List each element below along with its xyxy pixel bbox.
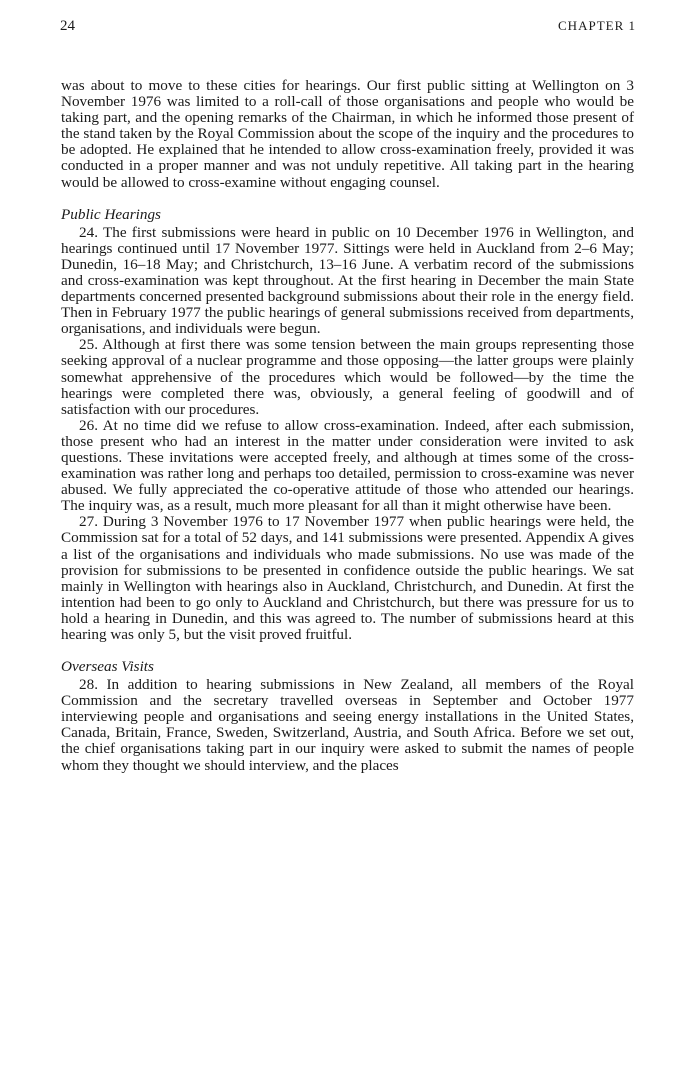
paragraph-24: 24. The first submissions were heard in public on 10 December 1976 in Wellington, and hearings continued until 17 November 1977. Sittings were held in Auckland from 2–6 May; Dunedin, 16–18 May; and Christchurch, 13–16 June. A verbatim record of the submissions and cross-examination was kept throughout. At the first hearing in December the main State departments concerned presented background submissions about their role in the energy field. Then in February 1977 the public hearings of general submissions received from departments, organisations, and individuals were begun. bbox=[61, 223, 634, 338]
body-text bbox=[61, 78, 634, 774]
page-number: 24 bbox=[60, 18, 75, 34]
paragraph-25: 25. Although at first there was some tension between the main groups representing those seeking approval of a nuclear programme and those opposing—the latter groups were plainly somewhat apprehensive of the procedures which would be followed—by the time the hearings were completed there was, obviously, a general feeling of goodwill and of satisfaction with our procedures. bbox=[61, 336, 634, 418]
paragraph-27: 27. During 3 November 1976 to 17 November 1977 when public hearings were held, the Commission sat for a total of 52 days, and 141 submissions were presented. Appendix A gives a list of the organisations and individuals who made submissions. No use was made of the provision for submissions to be presented in confidence outside the public hearings. We sat mainly in Wellington with hearings also in Auckland, Christchurch, and Dunedin. At first the intention had been to go only to Auckland and Christchurch, but there was pressure for us to hold a hearing in Dunedin, and this was agreed to. The number of submissions heard at this hearing was only 5, but the visit proved fruitful. bbox=[61, 513, 634, 643]
running-head bbox=[60, 18, 636, 40]
paragraph-continued: was about to move to these cities for hearings. Our first public sitting at Wellington on 3 November 1976 was limited to a roll-call of those organisations and people who would be taking part, and the opening remarks of the Chairman, in which he informed those present of the stand taken by the Royal Commission about the scope of the inquiry and the procedures to be adopted. He explained that he intended to allow cross-examination freely, provided it was conducted in a proper manner and was not unduly repetitive. All taking part in the hearing would be allowed to cross-examine without engaging counsel. bbox=[61, 77, 634, 191]
paragraph-26: 26. At no time did we refuse to allow cross-examination. Indeed, after each submission, those present who had an interest in the matter under consideration were invited to ask questions. These invitations were accepted freely, and although at times some of the cross-examination was rather long and perhaps too detailed, permission to cross-examine was never abused. We fully appreciated the co-operative attitude of those who attended our hearings. The inquiry was, as a result, much more pleasant for all than it might otherwise have been. bbox=[61, 416, 634, 515]
section-heading-public-hearings: Public Hearings bbox=[61, 205, 161, 223]
paragraph-28: 28. In addition to hearing submissions in New Zealand, all members of the Royal Commission and the secretary travelled overseas in September and October 1977 interviewing people and organisations and seeing energy installations in the United States, Canada, Britain, France, Sweden, Switzerland, Austria, and South Africa. Before we set out, the chief organisations taking part in our inquiry were asked to submit the names of people whom they thought we should interview, and the places bbox=[61, 676, 634, 774]
chapter-label: CHAPTER 1 bbox=[558, 18, 636, 33]
section-heading-overseas-visits: Overseas Visits bbox=[61, 658, 154, 676]
